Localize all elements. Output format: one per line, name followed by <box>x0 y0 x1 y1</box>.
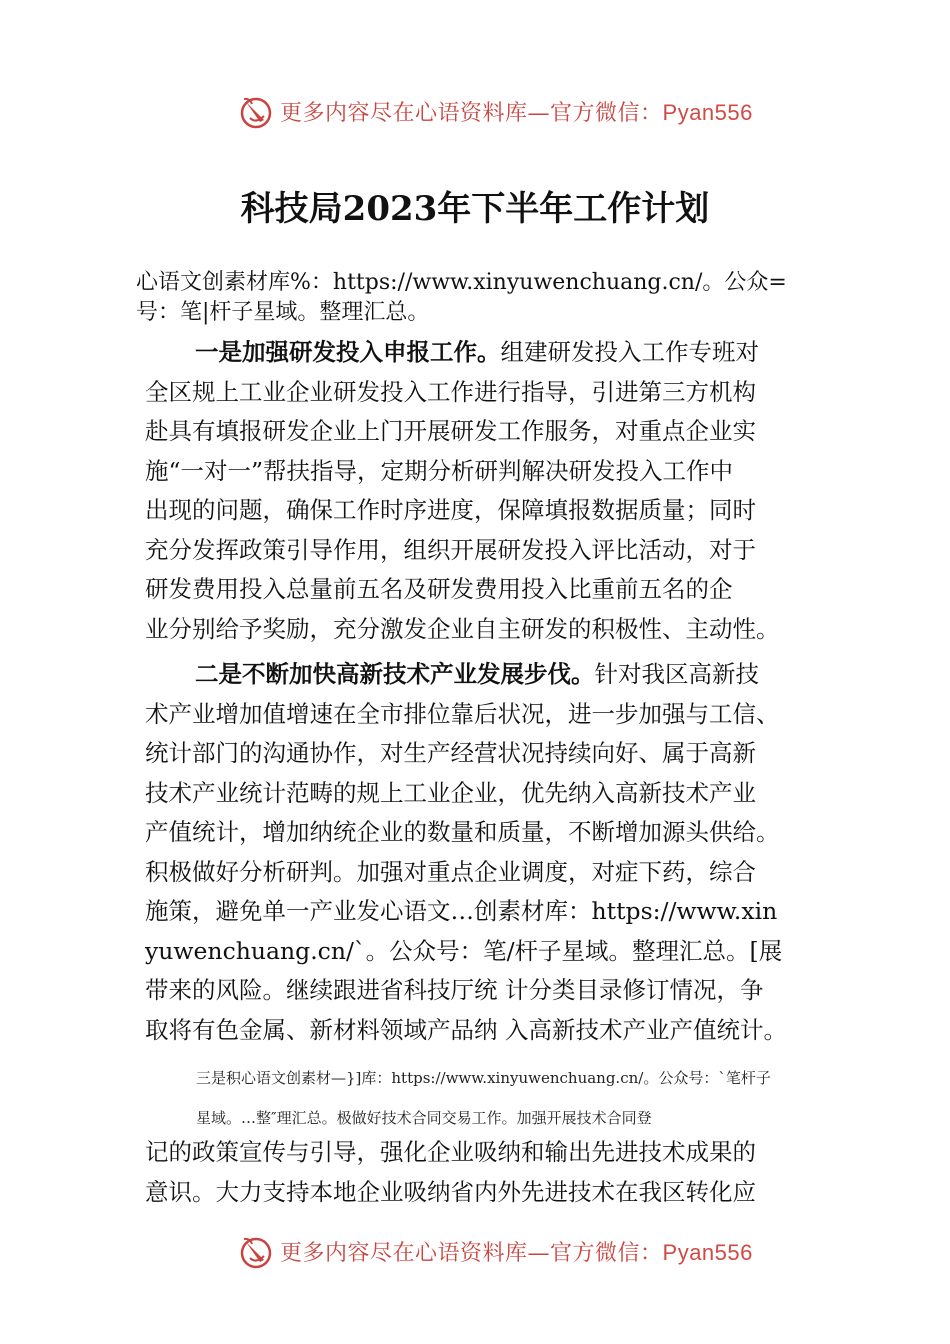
paragraph-line: 出现的问题，确保工作时序进度，保障填报数据质量；同时 <box>145 496 756 524</box>
paragraph-1 <box>145 333 780 649</box>
paragraph-heading: 一是加强研发投入申报工作。 <box>195 338 501 366</box>
small-note-line: 星域。…整″理汇总。极做好技术合同交易工作。加强开展技术合同登 <box>196 1109 652 1127</box>
banner-text <box>280 99 753 128</box>
paragraph-line: 施策，避免单一产业发心语文…创素材库：https://www.xin <box>145 897 778 925</box>
paragraph-text: 针对我区高新技 <box>594 660 759 688</box>
paragraph-line: 意识。大力支持本地企业吸纳省内外先进技术在我区转化应 <box>145 1177 756 1206</box>
paragraph-line: 充分发挥政策引导作用，组织开展研发投入评比活动，对于 <box>145 535 756 564</box>
banner-text <box>280 1239 753 1268</box>
paragraph-line: yuwenchuang.cn/`。公众号：笔/杆子星域。整理汇总。[展 <box>145 936 783 965</box>
paragraph-first-line <box>145 333 780 373</box>
paragraph-line: 业分别给予奖励，充分激发企业自主研发的积极性、主动性。 <box>145 614 780 643</box>
pen-logo-icon <box>238 1234 274 1270</box>
paragraph-line: 技术产业统计范畴的规上工业企业，优先纳入高新技术产业 <box>145 778 756 807</box>
paragraph-heading: 二是不断加快高新技术产业发展步伐。 <box>195 660 595 688</box>
paragraph-line: 取将有色金属、新材料领域产品纳 入高新技术产业产值统计。 <box>145 1015 787 1044</box>
document-title: 科技局2023年下半年工作计划 <box>240 189 710 229</box>
banner-label: 更多内容尽在心语资料库—官方微信： <box>280 101 663 126</box>
small-note-line: 三是积心语文创素材—}]库：https://www.xinyuwenchuang.cn/。公众号：`笔杆子 <box>196 1069 771 1087</box>
banner-label: 更多内容尽在心语资料库—官方微信： <box>280 1241 663 1266</box>
paragraph-first-line <box>145 655 787 695</box>
source-note <box>136 268 787 328</box>
paragraph-3 <box>145 1133 756 1212</box>
source-note-line: 心语文创素材库%：https://www.xinyuwenchuang.cn/。公众= <box>136 270 787 295</box>
header-banner <box>0 92 950 136</box>
paragraph-line: 记的政策宣传与引导，强化企业吸纳和输出先进技术成果的 <box>145 1138 756 1166</box>
banner-handle: Pyan556 <box>662 100 753 125</box>
paragraph-line: 全区规上工业企业研发投入工作进行指导，引进第三方机构 <box>145 377 756 406</box>
banner-handle: Pyan556 <box>662 1240 753 1265</box>
paragraph-line: 产值统计，增加纳统企业的数量和质量，不断增加源头供给。 <box>145 818 780 846</box>
paragraph-line: 积极做好分析研判。加强对重点企业调度，对症下药，综合 <box>145 857 756 886</box>
paragraph-line: 术产业增加值增速在全市排位靠后状况，进一步加强与工信、 <box>145 699 780 728</box>
pen-logo-icon <box>238 94 274 130</box>
source-note-line: 号：笔|杆子星域。整理汇总。 <box>136 300 430 325</box>
paragraph-line: 赴具有填报研发企业上门开展研发工作服务，对重点企业实 <box>145 417 756 445</box>
paragraph-line: 带来的风险。继续跟进省科技厅统 计分类目录修订情况，争 <box>145 976 764 1004</box>
footer-banner <box>0 1232 950 1276</box>
paragraph-line: 研发费用投入总量前五名及研发费用投入比重前五名的企 <box>145 575 733 603</box>
paragraph-line: 统计部门的沟通协作，对生产经营状况持续向好、属于高新 <box>145 739 756 767</box>
paragraph-2 <box>145 655 787 1050</box>
paragraph-line: 施“一对一”帮扶指导，定期分析研判解决研发投入工作中 <box>145 456 734 485</box>
paragraph-text: 组建研发投入工作专班对 <box>500 338 759 366</box>
